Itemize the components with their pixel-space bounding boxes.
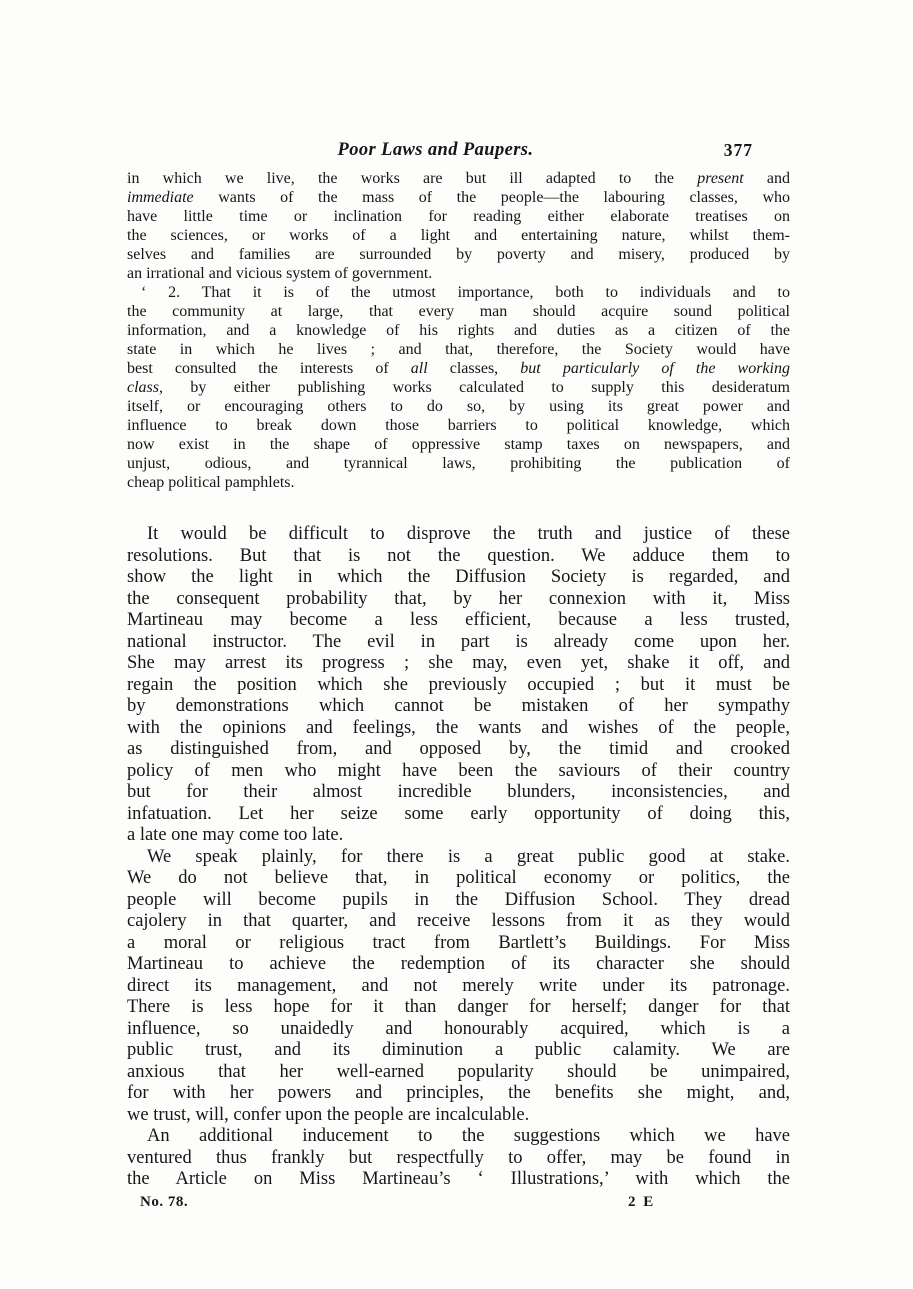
text-segment: public trust, and its diminution a public calamity. We are [127, 1040, 790, 1060]
text-segment: as distinguished from, and opposed by, the timid and crooked [127, 739, 790, 759]
italic-text-segment: immediate [127, 189, 194, 206]
text-line [127, 696, 790, 718]
text-line [127, 1126, 790, 1148]
text-segment: a late one may come too late. [127, 825, 344, 845]
text-line [127, 1019, 790, 1041]
text-segment: cheap political pamphlets. [127, 474, 295, 491]
page-number: 377 [723, 140, 753, 160]
text-segment: unjust, odious, and tyrannical laws, prohibiting the publication of [127, 455, 790, 472]
text-line [127, 589, 790, 611]
text-segment: the sciences, or works of a light and entertaining nature, whilst them- [127, 227, 790, 244]
page-title: Poor Laws and Paupers. [337, 140, 534, 160]
text-segment: Martineau to achieve the redemption of its character she should [127, 954, 790, 974]
italic-text-segment: but particularly of the working [520, 360, 790, 377]
text-segment: We speak plainly, for there is a great public good at stake. [147, 846, 790, 867]
text-line [127, 397, 790, 416]
text-line [127, 718, 790, 740]
text-line [127, 567, 790, 589]
text-segment: show the light in which the Diffusion Society is regarded, and [127, 567, 790, 587]
text-segment: She may arrest its progress ; she may, even yet, shake it off, and [127, 653, 790, 673]
text-segment: ventured thus frankly but respectfully to offer, may be found in [127, 1147, 790, 1168]
text-line [127, 188, 790, 207]
text-line [127, 435, 790, 454]
text-line [127, 378, 790, 397]
text-line [127, 847, 790, 869]
text-segment: There is less hope for it than danger for herself; danger for that [127, 997, 790, 1017]
text-line [127, 340, 790, 359]
text-segment: and [743, 170, 790, 187]
text-line [127, 1169, 790, 1191]
paragraph [127, 283, 790, 492]
text-segment: people will become pupils in the Diffusion School. They dread [127, 889, 790, 910]
italic-text-segment: present [697, 170, 744, 187]
footer-row [127, 1193, 790, 1211]
text-segment: Martineau may become a less efficient, because a less trusted, [127, 610, 790, 630]
text-line [127, 739, 790, 761]
text-line [127, 911, 790, 933]
text-segment: classes, [427, 360, 521, 377]
text-segment: have little time or inclination for reading either elaborate treatises on [127, 208, 790, 225]
text-segment: policy of men who might have been the saviours of their country [127, 760, 790, 781]
text-line [127, 546, 790, 568]
text-segment: influence, so unaidedly and honourably acquired, which is a [127, 1018, 790, 1039]
paragraph [127, 1126, 790, 1191]
text-line [127, 264, 790, 283]
text-segment: but for their almost incredible blunders, inconsistencies, and [127, 782, 790, 802]
text-line [127, 868, 790, 890]
text-line [127, 653, 790, 675]
text-segment: infatuation. Let her seize some early opportunity of doing this, [127, 803, 790, 824]
text-line [127, 1083, 790, 1105]
running-head [127, 140, 790, 160]
text-segment: wants of the mass of the people—the labouring classes, who [193, 189, 790, 206]
text-line [127, 207, 790, 226]
text-segment: regain the position which she previously occupied ; but it must be [127, 674, 790, 695]
text-line [127, 632, 790, 654]
text-line [127, 1148, 790, 1170]
signature-mark: 2 E [628, 1193, 656, 1210]
text-segment: direct its management, and not merely write under its patronage. [127, 975, 790, 996]
text-line [127, 933, 790, 955]
text-segment: selves and families are surrounded by poverty and misery, produced by [127, 246, 790, 263]
text-line [127, 302, 790, 321]
paragraph [127, 524, 790, 847]
text-line [127, 804, 790, 826]
text-segment: the community at large, that every man should acquire sound political [127, 303, 790, 320]
text-segment: influence to break down those barriers to political knowledge, which [127, 417, 790, 434]
text-segment: ‘ 2. That it is of the utmost importance, both to individuals and to [141, 284, 790, 301]
italic-text-segment: class [127, 379, 159, 396]
text-block [127, 140, 790, 1211]
text-line [127, 1040, 790, 1062]
text-line [127, 226, 790, 245]
text-line [127, 782, 790, 804]
text-segment: with the opinions and feelings, the wants and wishes of the people, [127, 717, 790, 738]
text-segment: for with her powers and principles, the benefits she might, and, [127, 1083, 790, 1103]
text-line [127, 954, 790, 976]
text-line [127, 321, 790, 340]
text-line [127, 454, 790, 473]
text-segment: we trust, will, confer upon the people are incalculable. [127, 1104, 530, 1125]
text-segment: An additional inducement to the suggestions which we have [147, 1126, 790, 1146]
text-line [127, 976, 790, 998]
text-segment: , by either publishing works calculated to supply this desideratum [159, 379, 790, 396]
paragraph [127, 847, 790, 1127]
text-segment: in which we live, the works are but ill adapted to the [127, 170, 698, 187]
text-line [127, 890, 790, 912]
issue-number: No. 78. [140, 1193, 189, 1210]
text-line [127, 524, 790, 546]
text-line [127, 610, 790, 632]
text-line [127, 473, 790, 492]
text-segment: the consequent probability that, by her connexion with it, Miss [127, 588, 790, 609]
text-segment: by demonstrations which cannot be mistaken of her sympathy [127, 696, 790, 716]
text-segment: best consulted the interests of [127, 360, 411, 377]
italic-text-segment: all [410, 360, 428, 377]
text-segment: now exist in the shape of oppressive stamp taxes on newspapers, and [127, 436, 790, 453]
text-line [127, 245, 790, 264]
text-line [127, 359, 790, 378]
text-segment: an irrational and vicious system of government. [127, 265, 433, 282]
text-segment: resolutions. But that is not the question. We adduce them to [127, 545, 790, 566]
text-segment: It would be difficult to disprove the truth and justice of these [147, 524, 790, 544]
text-line [127, 1062, 790, 1084]
text-line [127, 675, 790, 697]
text-segment: state in which he lives ; and that, therefore, the Society would have [127, 341, 790, 358]
text-line [127, 1105, 790, 1127]
text-line [127, 169, 790, 188]
text-line [127, 761, 790, 783]
text-line [127, 997, 790, 1019]
text-line [127, 283, 790, 302]
text-segment: cajolery in that quarter, and receive lessons from it as they would [127, 911, 790, 931]
text-segment: national instructor. The evil in part is already come upon her. [127, 631, 790, 652]
text-segment: a moral or religious tract from Bartlett’s Buildings. For Miss [127, 932, 790, 953]
text-segment: We do not believe that, in political economy or politics, the [127, 868, 790, 888]
paragraphs-container [127, 169, 790, 1191]
text-line [127, 416, 790, 435]
text-segment: itself, or encouraging others to do so, by using its great power and [127, 398, 790, 415]
paragraph [127, 169, 790, 283]
text-segment: the Article on Miss Martineau’s ‘ Illustrations,’ with which the [127, 1169, 790, 1189]
text-line [127, 825, 790, 847]
text-segment: information, and a knowledge of his rights and duties as a citizen of the [127, 322, 790, 339]
text-segment: anxious that her well-earned popularity should be unimpaired, [127, 1061, 790, 1082]
